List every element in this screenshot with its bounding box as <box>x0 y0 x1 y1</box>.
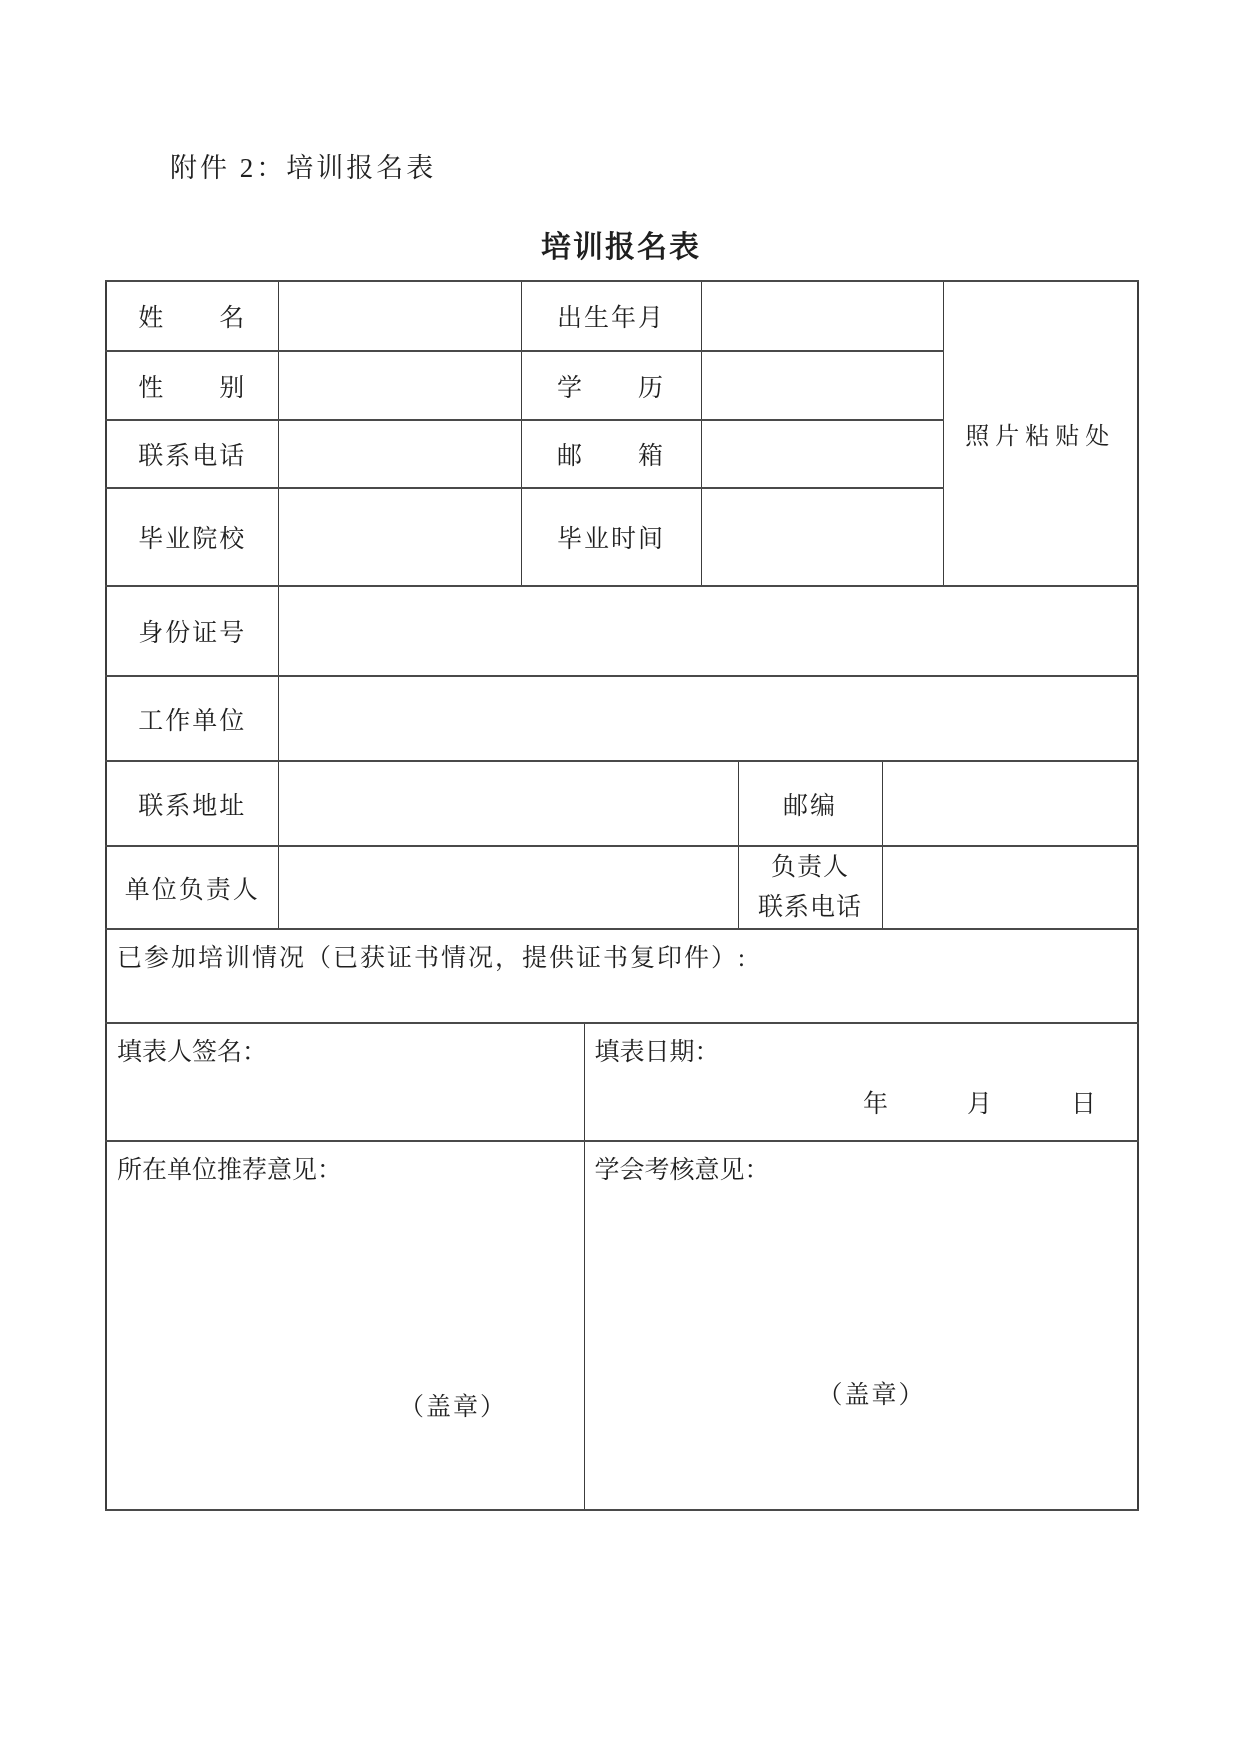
training-history-cell[interactable] <box>106 929 1138 1023</box>
unit-head-label: 单位负责人 <box>106 846 278 929</box>
gender-input-cell[interactable] <box>278 351 521 420</box>
postal-code-input-cell[interactable] <box>882 761 1138 846</box>
head-phone-input-cell[interactable] <box>882 846 1138 929</box>
seal-right: （盖章） <box>817 1382 926 1409</box>
table-row <box>106 929 1138 1023</box>
seal-left: （盖章） <box>399 1394 508 1421</box>
email-input-cell[interactable] <box>701 420 943 488</box>
education-label: 学 历 <box>521 351 701 420</box>
email-label: 邮 箱 <box>521 420 701 488</box>
work-unit-label: 工作单位 <box>106 676 278 761</box>
society-review-label: 学会考核意见： <box>594 1157 770 1184</box>
signer-label: 填表人签名： <box>117 1039 268 1066</box>
photo-paste-area: 照片粘贴处 <box>943 281 1138 586</box>
postal-code-label: 邮编 <box>738 761 882 846</box>
id-number-input-cell[interactable] <box>278 586 1138 676</box>
contact-address-label: 联系地址 <box>106 761 278 846</box>
graduation-school-label: 毕业院校 <box>106 488 278 586</box>
date-year-month-day-blank: 年 月 日 <box>863 1091 1098 1118</box>
contact-address-input-cell[interactable] <box>278 761 738 846</box>
fill-date-label: 填表日期： <box>594 1039 720 1066</box>
birth-date-input-cell[interactable] <box>701 281 943 351</box>
table-row <box>106 1023 1138 1141</box>
head-phone-label-line1: 负责人 <box>771 853 850 881</box>
society-review-cell[interactable] <box>584 1141 1138 1510</box>
work-unit-input-cell[interactable] <box>278 676 1138 761</box>
contact-phone-label: 联系电话 <box>106 420 278 488</box>
gender-label: 性 别 <box>106 351 278 420</box>
unit-head-input-cell[interactable] <box>278 846 738 929</box>
attachment-heading: 附件 2：培训报名表 <box>170 153 437 183</box>
unit-recommendation-label: 所在单位推荐意见： <box>117 1157 343 1184</box>
unit-recommendation-cell[interactable] <box>106 1141 584 1510</box>
id-number-label: 身份证号 <box>106 586 278 676</box>
graduation-date-label: 毕业时间 <box>521 488 701 586</box>
head-phone-label <box>738 846 882 929</box>
form-title: 培训报名表 <box>541 231 701 264</box>
graduation-school-input-cell[interactable] <box>278 488 521 586</box>
training-history-label: 已参加培训情况（已获证书情况，提供证书复印件）: <box>117 945 747 972</box>
registration-form-table <box>105 280 1139 1511</box>
name-label: 姓 名 <box>106 281 278 351</box>
name-input-cell[interactable] <box>278 281 521 351</box>
education-input-cell[interactable] <box>701 351 943 420</box>
fill-date-cell[interactable] <box>584 1023 1138 1141</box>
table-row <box>106 1141 1138 1510</box>
graduation-date-input-cell[interactable] <box>701 488 943 586</box>
contact-phone-input-cell[interactable] <box>278 420 521 488</box>
head-phone-label-line2: 联系电话 <box>758 893 863 921</box>
table-row <box>106 846 1138 929</box>
table-row <box>106 676 1138 761</box>
table-row <box>106 586 1138 676</box>
table-row <box>106 761 1138 846</box>
birth-date-label: 出生年月 <box>521 281 701 351</box>
table-row <box>106 281 1138 351</box>
signer-signature-cell[interactable] <box>106 1023 584 1141</box>
